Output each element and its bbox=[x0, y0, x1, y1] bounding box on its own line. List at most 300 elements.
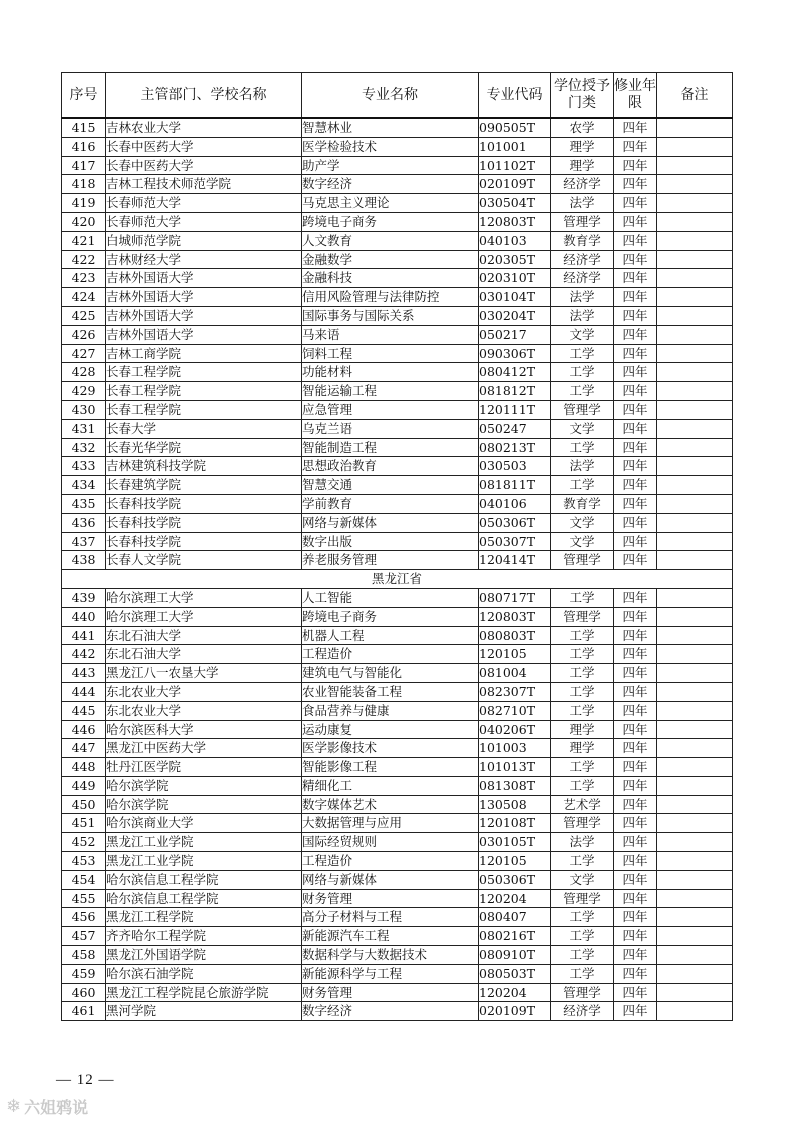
table-row bbox=[62, 513, 733, 532]
cell-num: 438 bbox=[62, 551, 106, 570]
cell-school: 黑龙江工程学院 bbox=[106, 908, 302, 927]
cell-num: 460 bbox=[62, 983, 106, 1002]
cell-remark bbox=[657, 889, 733, 908]
cell-major: 新能源科学与工程 bbox=[302, 964, 479, 983]
cell-num: 446 bbox=[62, 720, 106, 739]
table-row bbox=[62, 118, 733, 137]
cell-degree: 教育学 bbox=[551, 494, 614, 513]
cell-num: 425 bbox=[62, 306, 106, 325]
cell-school: 吉林工商学院 bbox=[106, 344, 302, 363]
cell-num: 449 bbox=[62, 776, 106, 795]
table-row bbox=[62, 325, 733, 344]
cell-code: 080803T bbox=[479, 626, 551, 645]
cell-code: 080717T bbox=[479, 588, 551, 607]
cell-major: 网络与新媒体 bbox=[302, 513, 479, 532]
cell-major: 财务管理 bbox=[302, 889, 479, 908]
cell-degree: 经济学 bbox=[551, 250, 614, 269]
cell-degree: 法学 bbox=[551, 306, 614, 325]
cell-degree: 文学 bbox=[551, 532, 614, 551]
cell-major: 数字经济 bbox=[302, 175, 479, 194]
cell-degree: 文学 bbox=[551, 870, 614, 889]
cell-num: 445 bbox=[62, 701, 106, 720]
cell-major: 乌克兰语 bbox=[302, 419, 479, 438]
cell-code: 080407 bbox=[479, 908, 551, 927]
table-row bbox=[62, 814, 733, 833]
cell-num: 422 bbox=[62, 250, 106, 269]
cell-major: 食品营养与健康 bbox=[302, 701, 479, 720]
cell-num: 434 bbox=[62, 476, 106, 495]
cell-remark bbox=[657, 814, 733, 833]
cell-years: 四年 bbox=[614, 927, 657, 946]
cell-years: 四年 bbox=[614, 382, 657, 401]
table-row bbox=[62, 494, 733, 513]
cell-num: 437 bbox=[62, 532, 106, 551]
cell-num: 435 bbox=[62, 494, 106, 513]
cell-num: 421 bbox=[62, 231, 106, 250]
cell-years: 四年 bbox=[614, 156, 657, 175]
cell-school: 哈尔滨学院 bbox=[106, 776, 302, 795]
cell-remark bbox=[657, 231, 733, 250]
cell-degree: 工学 bbox=[551, 964, 614, 983]
table-row bbox=[62, 288, 733, 307]
cell-school: 哈尔滨理工大学 bbox=[106, 588, 302, 607]
cell-major: 马克思主义理论 bbox=[302, 194, 479, 213]
cell-remark bbox=[657, 739, 733, 758]
cell-code: 120108T bbox=[479, 814, 551, 833]
cell-num: 439 bbox=[62, 588, 106, 607]
cell-num: 453 bbox=[62, 852, 106, 871]
cell-num: 440 bbox=[62, 607, 106, 626]
cell-school: 白城师范学院 bbox=[106, 231, 302, 250]
cell-num: 457 bbox=[62, 927, 106, 946]
cell-code: 050306T bbox=[479, 870, 551, 889]
table-row bbox=[62, 833, 733, 852]
cell-code: 120111T bbox=[479, 400, 551, 419]
cell-degree: 经济学 bbox=[551, 269, 614, 288]
cell-major: 财务管理 bbox=[302, 983, 479, 1002]
table-row bbox=[62, 852, 733, 871]
cell-remark bbox=[657, 382, 733, 401]
cell-remark bbox=[657, 588, 733, 607]
cell-degree: 管理学 bbox=[551, 983, 614, 1002]
cell-major: 跨境电子商务 bbox=[302, 607, 479, 626]
cell-school: 吉林农业大学 bbox=[106, 118, 302, 137]
cell-remark bbox=[657, 457, 733, 476]
cell-remark bbox=[657, 118, 733, 137]
cell-major: 智能影像工程 bbox=[302, 758, 479, 777]
cell-code: 090306T bbox=[479, 344, 551, 363]
table-row bbox=[62, 212, 733, 231]
table-row bbox=[62, 664, 733, 683]
cell-num: 456 bbox=[62, 908, 106, 927]
cell-degree: 管理学 bbox=[551, 889, 614, 908]
watermark-text: 六姐鸦说 bbox=[24, 1098, 89, 1117]
cell-remark bbox=[657, 212, 733, 231]
cell-years: 四年 bbox=[614, 607, 657, 626]
table-row bbox=[62, 870, 733, 889]
cell-school: 长春科技学院 bbox=[106, 513, 302, 532]
cell-school: 长春中医药大学 bbox=[106, 137, 302, 156]
cell-code: 040106 bbox=[479, 494, 551, 513]
table-row bbox=[62, 927, 733, 946]
table-row bbox=[62, 363, 733, 382]
cell-school: 哈尔滨理工大学 bbox=[106, 607, 302, 626]
cell-years: 四年 bbox=[614, 720, 657, 739]
cell-degree: 农学 bbox=[551, 118, 614, 137]
cell-code: 020310T bbox=[479, 269, 551, 288]
cell-years: 四年 bbox=[614, 776, 657, 795]
cell-degree: 理学 bbox=[551, 137, 614, 156]
cell-remark bbox=[657, 532, 733, 551]
cell-remark bbox=[657, 682, 733, 701]
cell-school: 吉林外国语大学 bbox=[106, 325, 302, 344]
cell-degree: 工学 bbox=[551, 645, 614, 664]
cell-code: 050307T bbox=[479, 532, 551, 551]
cell-years: 四年 bbox=[614, 325, 657, 344]
cell-major: 智慧林业 bbox=[302, 118, 479, 137]
cell-remark bbox=[657, 664, 733, 683]
cell-remark bbox=[657, 607, 733, 626]
cell-degree: 工学 bbox=[551, 701, 614, 720]
cell-code: 120803T bbox=[479, 607, 551, 626]
cell-num: 427 bbox=[62, 344, 106, 363]
cell-school: 吉林财经大学 bbox=[106, 250, 302, 269]
table-row bbox=[62, 701, 733, 720]
cell-school: 哈尔滨信息工程学院 bbox=[106, 889, 302, 908]
cell-years: 四年 bbox=[614, 682, 657, 701]
cell-degree: 文学 bbox=[551, 419, 614, 438]
cell-years: 四年 bbox=[614, 588, 657, 607]
table-row bbox=[62, 795, 733, 814]
cell-major: 农业智能装备工程 bbox=[302, 682, 479, 701]
cell-num: 455 bbox=[62, 889, 106, 908]
cell-remark bbox=[657, 250, 733, 269]
table-row bbox=[62, 946, 733, 965]
table-row bbox=[62, 607, 733, 626]
cell-major: 饲料工程 bbox=[302, 344, 479, 363]
cell-school: 哈尔滨商业大学 bbox=[106, 814, 302, 833]
cell-major: 马来语 bbox=[302, 325, 479, 344]
cell-remark bbox=[657, 795, 733, 814]
cell-num: 443 bbox=[62, 664, 106, 683]
table-row bbox=[62, 626, 733, 645]
cell-years: 四年 bbox=[614, 946, 657, 965]
cell-remark bbox=[657, 946, 733, 965]
cell-remark bbox=[657, 1002, 733, 1021]
cell-years: 四年 bbox=[614, 118, 657, 137]
cell-num: 461 bbox=[62, 1002, 106, 1021]
cell-school: 黑龙江外国语学院 bbox=[106, 946, 302, 965]
cell-code: 030105T bbox=[479, 833, 551, 852]
cell-code: 080213T bbox=[479, 438, 551, 457]
cell-years: 四年 bbox=[614, 137, 657, 156]
table-row bbox=[62, 983, 733, 1002]
cell-remark bbox=[657, 476, 733, 495]
cell-degree: 法学 bbox=[551, 288, 614, 307]
cell-remark bbox=[657, 776, 733, 795]
cell-major: 应急管理 bbox=[302, 400, 479, 419]
cell-school: 吉林外国语大学 bbox=[106, 288, 302, 307]
table-row bbox=[62, 720, 733, 739]
cell-school: 长春工程学院 bbox=[106, 363, 302, 382]
cell-years: 四年 bbox=[614, 194, 657, 213]
cell-num: 420 bbox=[62, 212, 106, 231]
cell-remark bbox=[657, 137, 733, 156]
cell-years: 四年 bbox=[614, 701, 657, 720]
cell-degree: 管理学 bbox=[551, 607, 614, 626]
cell-degree: 理学 bbox=[551, 156, 614, 175]
cell-num: 448 bbox=[62, 758, 106, 777]
cell-major: 金融科技 bbox=[302, 269, 479, 288]
cell-school: 长春中医药大学 bbox=[106, 156, 302, 175]
cell-school: 长春工程学院 bbox=[106, 400, 302, 419]
cell-degree: 文学 bbox=[551, 325, 614, 344]
section-title: 黑龙江省 bbox=[62, 570, 733, 589]
cell-num: 429 bbox=[62, 382, 106, 401]
cell-code: 080910T bbox=[479, 946, 551, 965]
cell-major: 工程造价 bbox=[302, 645, 479, 664]
cell-years: 四年 bbox=[614, 908, 657, 927]
cell-years: 四年 bbox=[614, 400, 657, 419]
cell-remark bbox=[657, 645, 733, 664]
cell-degree: 理学 bbox=[551, 720, 614, 739]
cell-school: 黑龙江中医药大学 bbox=[106, 739, 302, 758]
header-remark: 备注 bbox=[657, 73, 733, 119]
header-degree: 学位授予门类 bbox=[551, 73, 614, 119]
cell-degree: 工学 bbox=[551, 588, 614, 607]
cell-years: 四年 bbox=[614, 889, 657, 908]
cell-school: 哈尔滨学院 bbox=[106, 795, 302, 814]
cell-school: 长春人文学院 bbox=[106, 551, 302, 570]
table-row bbox=[62, 476, 733, 495]
cell-num: 417 bbox=[62, 156, 106, 175]
cell-years: 四年 bbox=[614, 513, 657, 532]
cell-remark bbox=[657, 701, 733, 720]
cell-remark bbox=[657, 758, 733, 777]
cell-school: 长春大学 bbox=[106, 419, 302, 438]
cell-code: 050306T bbox=[479, 513, 551, 532]
watermark bbox=[6, 1095, 88, 1118]
cell-years: 四年 bbox=[614, 664, 657, 683]
table-row bbox=[62, 889, 733, 908]
table-row bbox=[62, 382, 733, 401]
cell-degree: 艺术学 bbox=[551, 795, 614, 814]
cell-degree: 文学 bbox=[551, 513, 614, 532]
table-row bbox=[62, 532, 733, 551]
cell-school: 长春光华学院 bbox=[106, 438, 302, 457]
cell-major: 数字经济 bbox=[302, 1002, 479, 1021]
table-row bbox=[62, 438, 733, 457]
cell-major: 国际经贸规则 bbox=[302, 833, 479, 852]
cell-major: 精细化工 bbox=[302, 776, 479, 795]
cell-degree: 管理学 bbox=[551, 814, 614, 833]
cell-code: 020109T bbox=[479, 1002, 551, 1021]
cell-major: 智能运输工程 bbox=[302, 382, 479, 401]
cell-major: 智能制造工程 bbox=[302, 438, 479, 457]
cell-num: 430 bbox=[62, 400, 106, 419]
table-row bbox=[62, 758, 733, 777]
cell-num: 423 bbox=[62, 269, 106, 288]
cell-years: 四年 bbox=[614, 645, 657, 664]
page-number: — 12 — bbox=[56, 1072, 115, 1088]
cell-school: 黑河学院 bbox=[106, 1002, 302, 1021]
cell-degree: 管理学 bbox=[551, 400, 614, 419]
cell-num: 416 bbox=[62, 137, 106, 156]
table-row bbox=[62, 682, 733, 701]
cell-years: 四年 bbox=[614, 814, 657, 833]
cell-remark bbox=[657, 870, 733, 889]
cell-years: 四年 bbox=[614, 419, 657, 438]
cell-major: 高分子材料与工程 bbox=[302, 908, 479, 927]
cell-num: 418 bbox=[62, 175, 106, 194]
cell-school: 东北石油大学 bbox=[106, 626, 302, 645]
table-row bbox=[62, 344, 733, 363]
cell-major: 新能源汽车工程 bbox=[302, 927, 479, 946]
table-row bbox=[62, 588, 733, 607]
cell-major: 智慧交通 bbox=[302, 476, 479, 495]
cell-years: 四年 bbox=[614, 231, 657, 250]
cell-degree: 教育学 bbox=[551, 231, 614, 250]
table-header-row bbox=[62, 73, 733, 119]
cell-degree: 法学 bbox=[551, 833, 614, 852]
cell-degree: 经济学 bbox=[551, 175, 614, 194]
cell-school: 长春建筑学院 bbox=[106, 476, 302, 495]
cell-years: 四年 bbox=[614, 532, 657, 551]
cell-remark bbox=[657, 720, 733, 739]
cell-code: 050247 bbox=[479, 419, 551, 438]
cell-degree: 理学 bbox=[551, 739, 614, 758]
cell-remark bbox=[657, 344, 733, 363]
table-row bbox=[62, 645, 733, 664]
cell-degree: 工学 bbox=[551, 908, 614, 927]
cell-num: 428 bbox=[62, 363, 106, 382]
cell-num: 431 bbox=[62, 419, 106, 438]
cell-code: 101003 bbox=[479, 739, 551, 758]
cell-years: 四年 bbox=[614, 438, 657, 457]
cell-school: 长春工程学院 bbox=[106, 382, 302, 401]
cell-code: 090505T bbox=[479, 118, 551, 137]
table-row bbox=[62, 400, 733, 419]
cell-major: 养老服务管理 bbox=[302, 551, 479, 570]
cell-school: 齐齐哈尔工程学院 bbox=[106, 927, 302, 946]
cell-school: 黑龙江工业学院 bbox=[106, 833, 302, 852]
cell-major: 助产学 bbox=[302, 156, 479, 175]
table-row bbox=[62, 156, 733, 175]
header-years: 修业年限 bbox=[614, 73, 657, 119]
cell-code: 081812T bbox=[479, 382, 551, 401]
cell-major: 机器人工程 bbox=[302, 626, 479, 645]
cell-major: 网络与新媒体 bbox=[302, 870, 479, 889]
cell-code: 120204 bbox=[479, 983, 551, 1002]
cell-degree: 法学 bbox=[551, 194, 614, 213]
cell-code: 081811T bbox=[479, 476, 551, 495]
cell-remark bbox=[657, 363, 733, 382]
cell-code: 081308T bbox=[479, 776, 551, 795]
cell-years: 四年 bbox=[614, 852, 657, 871]
cell-years: 四年 bbox=[614, 833, 657, 852]
cell-code: 080503T bbox=[479, 964, 551, 983]
cell-years: 四年 bbox=[614, 795, 657, 814]
table-row bbox=[62, 250, 733, 269]
cell-degree: 工学 bbox=[551, 664, 614, 683]
cell-years: 四年 bbox=[614, 1002, 657, 1021]
cell-num: 426 bbox=[62, 325, 106, 344]
cell-school: 长春师范大学 bbox=[106, 212, 302, 231]
cell-code: 040103 bbox=[479, 231, 551, 250]
cell-years: 四年 bbox=[614, 175, 657, 194]
cell-remark bbox=[657, 306, 733, 325]
cell-years: 四年 bbox=[614, 344, 657, 363]
cell-num: 458 bbox=[62, 946, 106, 965]
table-row bbox=[62, 137, 733, 156]
table-row bbox=[62, 964, 733, 983]
cell-years: 四年 bbox=[614, 212, 657, 231]
header-code: 专业代码 bbox=[479, 73, 551, 119]
cell-school: 长春科技学院 bbox=[106, 532, 302, 551]
cell-remark bbox=[657, 288, 733, 307]
cell-years: 四年 bbox=[614, 250, 657, 269]
cell-major: 医学影像技术 bbox=[302, 739, 479, 758]
cell-degree: 工学 bbox=[551, 363, 614, 382]
cell-major: 运动康复 bbox=[302, 720, 479, 739]
cell-school: 吉林外国语大学 bbox=[106, 269, 302, 288]
cell-school: 东北农业大学 bbox=[106, 701, 302, 720]
cell-years: 四年 bbox=[614, 983, 657, 1002]
cell-major: 数据科学与大数据技术 bbox=[302, 946, 479, 965]
cell-years: 四年 bbox=[614, 626, 657, 645]
cell-major: 大数据管理与应用 bbox=[302, 814, 479, 833]
cell-school: 东北石油大学 bbox=[106, 645, 302, 664]
cell-num: 452 bbox=[62, 833, 106, 852]
header-major: 专业名称 bbox=[302, 73, 479, 119]
cell-degree: 工学 bbox=[551, 758, 614, 777]
cell-degree: 工学 bbox=[551, 852, 614, 871]
cell-code: 101013T bbox=[479, 758, 551, 777]
table-row bbox=[62, 1002, 733, 1021]
table-row bbox=[62, 457, 733, 476]
cell-code: 082710T bbox=[479, 701, 551, 720]
cell-code: 030204T bbox=[479, 306, 551, 325]
cell-remark bbox=[657, 908, 733, 927]
cell-remark bbox=[657, 156, 733, 175]
cell-school: 吉林工程技术师范学院 bbox=[106, 175, 302, 194]
cell-code: 020305T bbox=[479, 250, 551, 269]
table-row bbox=[62, 739, 733, 758]
cell-num: 433 bbox=[62, 457, 106, 476]
cell-code: 081004 bbox=[479, 664, 551, 683]
cell-years: 四年 bbox=[614, 494, 657, 513]
cell-remark bbox=[657, 927, 733, 946]
cell-code: 130508 bbox=[479, 795, 551, 814]
cell-major: 功能材料 bbox=[302, 363, 479, 382]
cell-years: 四年 bbox=[614, 306, 657, 325]
table-row bbox=[62, 194, 733, 213]
cell-num: 444 bbox=[62, 682, 106, 701]
cell-school: 长春师范大学 bbox=[106, 194, 302, 213]
cell-school: 长春科技学院 bbox=[106, 494, 302, 513]
cell-remark bbox=[657, 626, 733, 645]
cell-years: 四年 bbox=[614, 870, 657, 889]
cell-degree: 工学 bbox=[551, 682, 614, 701]
cell-school: 黑龙江工程学院昆仑旅游学院 bbox=[106, 983, 302, 1002]
table-row bbox=[62, 776, 733, 795]
cell-code: 080216T bbox=[479, 927, 551, 946]
cell-remark bbox=[657, 325, 733, 344]
majors-table bbox=[61, 72, 733, 1021]
cell-remark bbox=[657, 419, 733, 438]
section-row bbox=[62, 570, 733, 589]
cell-num: 442 bbox=[62, 645, 106, 664]
